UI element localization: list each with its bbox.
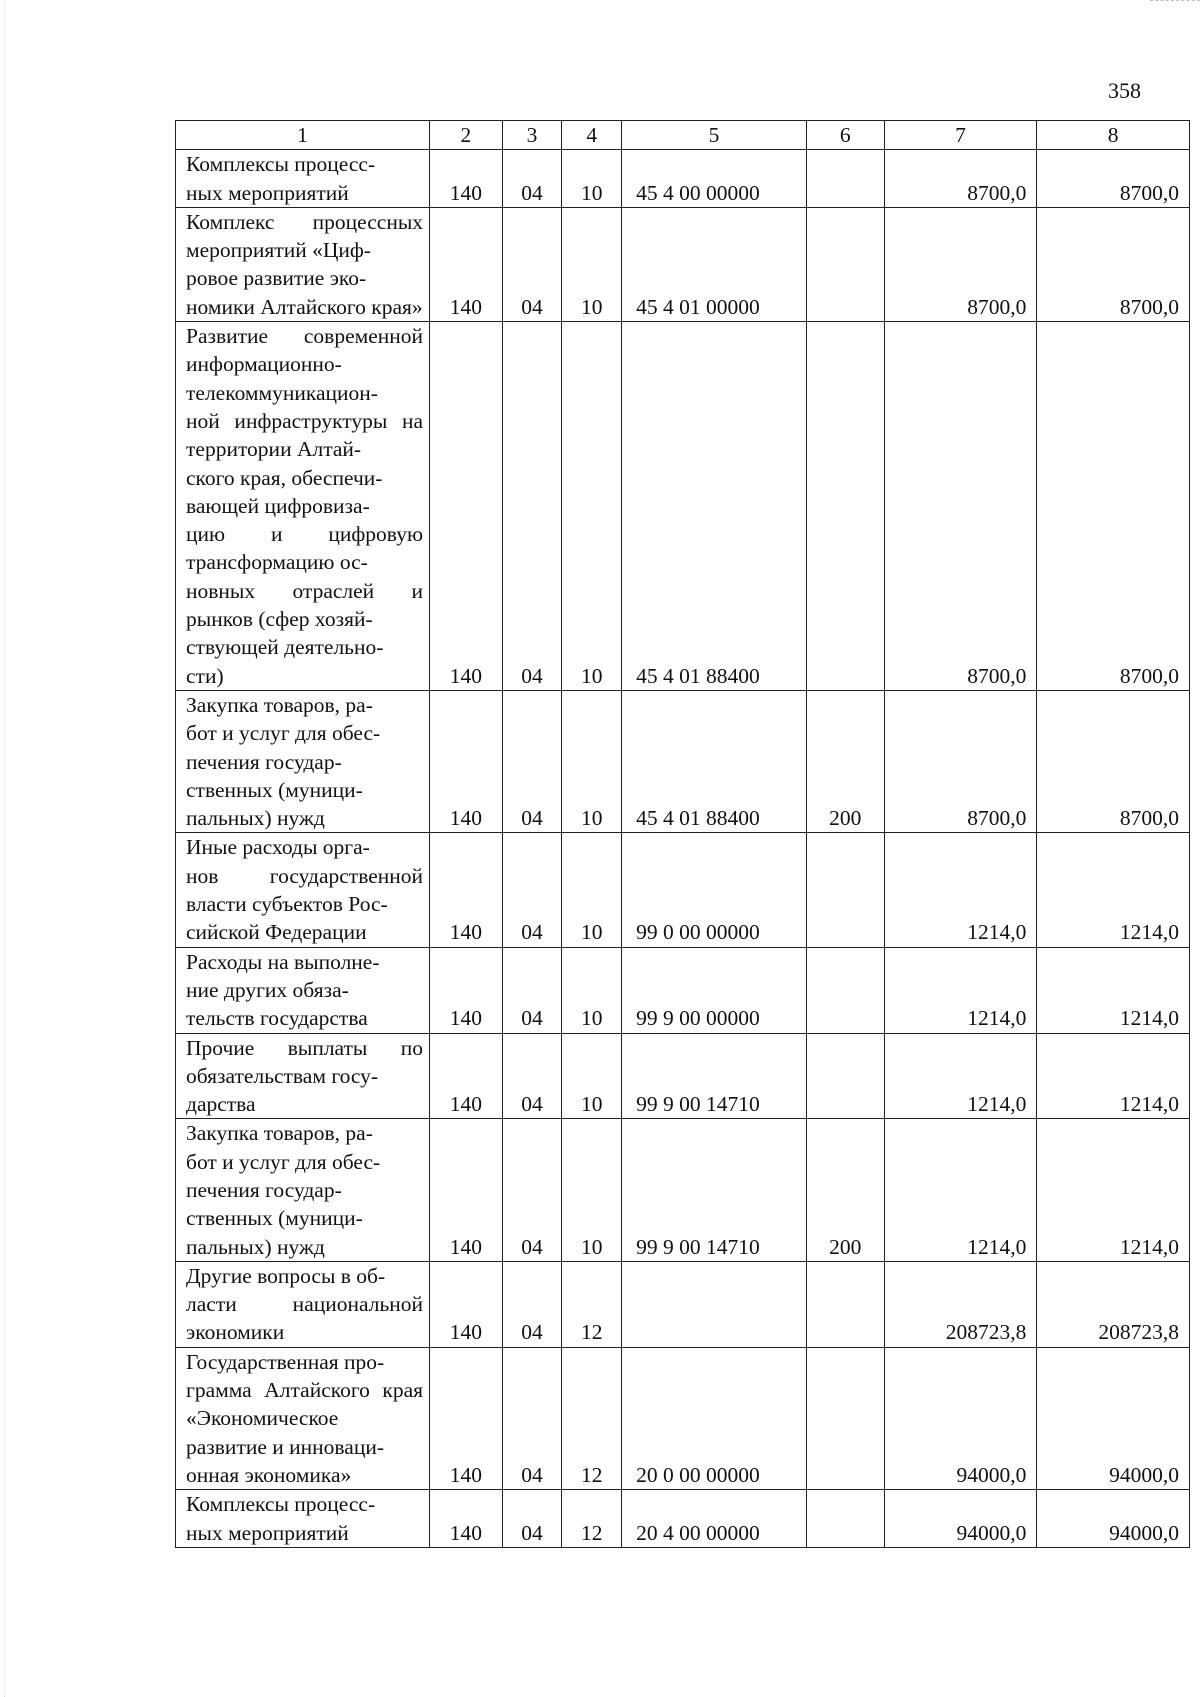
expense-type-cell: 200: [806, 1119, 884, 1261]
column-header: 2: [430, 121, 503, 150]
section-code-cell: 04: [502, 1490, 562, 1548]
amount-year1-cell: 1214,0: [884, 833, 1037, 947]
subsection-code-cell: 12: [562, 1261, 622, 1347]
expense-name-cell: Закупка товаров, ра- бот и услуг для обес- печения государ- ственных (муници- пальных) нужд: [176, 1119, 430, 1261]
section-code-cell: 04: [502, 947, 562, 1033]
table-row: [176, 690, 1190, 832]
target-article-cell: 99 9 00 00000: [622, 947, 807, 1033]
scan-edge-mark: [1150, 0, 1200, 5]
target-article-cell: 99 0 00 00000: [622, 833, 807, 947]
section-code-cell: 04: [502, 150, 562, 208]
subsection-code-cell: 10: [562, 322, 622, 691]
column-header: 1: [176, 121, 430, 150]
expense-name-cell: Комплексы процесс- ных мероприятий: [176, 1490, 430, 1548]
page-number: 358: [1108, 78, 1141, 103]
section-code-cell: 04: [502, 1119, 562, 1261]
subsection-code-cell: 10: [562, 947, 622, 1033]
amount-year2-cell: 8700,0: [1037, 150, 1190, 208]
target-article-cell: [622, 1261, 807, 1347]
expense-name-cell: Комплексы процесс- ных мероприятий: [176, 150, 430, 208]
target-article-cell: 20 0 00 00000: [622, 1347, 807, 1489]
target-article-cell: 99 9 00 14710: [622, 1033, 807, 1119]
amount-year1-cell: 8700,0: [884, 207, 1037, 321]
section-code-cell: 04: [502, 1347, 562, 1489]
ministry-code-cell: 140: [430, 833, 503, 947]
ministry-code-cell: 140: [430, 1347, 503, 1489]
amount-year1-cell: 1214,0: [884, 947, 1037, 1033]
ministry-code-cell: 140: [430, 690, 503, 832]
subsection-code-cell: 12: [562, 1347, 622, 1489]
expense-name-cell: Иные расходы орга- нов государственной власти субъектов Рос- сийской Федерации: [176, 833, 430, 947]
column-header: 5: [622, 121, 807, 150]
amount-year1-cell: 94000,0: [884, 1490, 1037, 1548]
section-code-cell: 04: [502, 690, 562, 832]
expense-name-cell: Закупка товаров, ра- бот и услуг для обес- печения государ- ственных (муници- пальных) нужд: [176, 690, 430, 832]
amount-year1-cell: 8700,0: [884, 150, 1037, 208]
ministry-code-cell: 140: [430, 150, 503, 208]
expense-type-cell: [806, 833, 884, 947]
amount-year2-cell: 8700,0: [1037, 690, 1190, 832]
ministry-code-cell: 140: [430, 1119, 503, 1261]
target-article-cell: 45 4 01 88400: [622, 322, 807, 691]
expense-type-cell: [806, 207, 884, 321]
budget-table: [175, 120, 1190, 1548]
expense-type-cell: [806, 322, 884, 691]
table-row: [176, 1490, 1190, 1548]
amount-year2-cell: 1214,0: [1037, 1119, 1190, 1261]
subsection-code-cell: 10: [562, 690, 622, 832]
amount-year2-cell: 1214,0: [1037, 833, 1190, 947]
subsection-code-cell: 10: [562, 1119, 622, 1261]
column-header: 3: [502, 121, 562, 150]
subsection-code-cell: 10: [562, 207, 622, 321]
subsection-code-cell: 10: [562, 150, 622, 208]
expense-name-cell: Расходы на выполне- ние других обяза- тельств государства: [176, 947, 430, 1033]
amount-year2-cell: 94000,0: [1037, 1347, 1190, 1489]
section-code-cell: 04: [502, 1261, 562, 1347]
subsection-code-cell: 12: [562, 1490, 622, 1548]
amount-year2-cell: 1214,0: [1037, 947, 1190, 1033]
amount-year1-cell: 8700,0: [884, 690, 1037, 832]
budget-table-body: [176, 150, 1190, 1548]
column-header: 6: [806, 121, 884, 150]
column-header: 7: [884, 121, 1037, 150]
ministry-code-cell: 140: [430, 947, 503, 1033]
column-header: 4: [562, 121, 622, 150]
amount-year1-cell: 1214,0: [884, 1119, 1037, 1261]
table-row: [176, 322, 1190, 691]
expense-type-cell: [806, 1490, 884, 1548]
table-row: [176, 833, 1190, 947]
table-row: [176, 947, 1190, 1033]
target-article-cell: 45 4 00 00000: [622, 150, 807, 208]
scan-margin-dots: [4, 0, 7, 1697]
expense-type-cell: [806, 947, 884, 1033]
amount-year2-cell: 1214,0: [1037, 1033, 1190, 1119]
amount-year1-cell: 94000,0: [884, 1347, 1037, 1489]
expense-type-cell: [806, 1033, 884, 1119]
expense-name-cell: Другие вопросы в об- ласти национальной экономики: [176, 1261, 430, 1347]
amount-year2-cell: 208723,8: [1037, 1261, 1190, 1347]
target-article-cell: 45 4 01 88400: [622, 690, 807, 832]
expense-type-cell: [806, 1261, 884, 1347]
ministry-code-cell: 140: [430, 1490, 503, 1548]
subsection-code-cell: 10: [562, 1033, 622, 1119]
section-code-cell: 04: [502, 322, 562, 691]
column-header: 8: [1037, 121, 1190, 150]
section-code-cell: 04: [502, 1033, 562, 1119]
table-row: [176, 207, 1190, 321]
table-row: [176, 1119, 1190, 1261]
target-article-cell: 99 9 00 14710: [622, 1119, 807, 1261]
ministry-code-cell: 140: [430, 322, 503, 691]
table-row: [176, 150, 1190, 208]
ministry-code-cell: 140: [430, 207, 503, 321]
expense-name-cell: Развитие современной информационно- телекоммуникацион- ной инфраструктуры на территории Алтай- ского края, обеспечи- вающей цифровиза- цию и цифровую трансформацию ос- новных отраслей и рынков (сфер хозяй- ствующей деятельно- сти): [176, 322, 430, 691]
section-code-cell: 04: [502, 833, 562, 947]
ministry-code-cell: 140: [430, 1261, 503, 1347]
amount-year2-cell: 94000,0: [1037, 1490, 1190, 1548]
subsection-code-cell: 10: [562, 833, 622, 947]
table-row: [176, 1261, 1190, 1347]
ministry-code-cell: 140: [430, 1033, 503, 1119]
amount-year1-cell: 8700,0: [884, 322, 1037, 691]
amount-year2-cell: 8700,0: [1037, 322, 1190, 691]
amount-year1-cell: 1214,0: [884, 1033, 1037, 1119]
amount-year1-cell: 208723,8: [884, 1261, 1037, 1347]
expense-name-cell: Комплекс процессных мероприятий «Циф- ровое развитие эко- номики Алтайского края»: [176, 207, 430, 321]
expense-type-cell: [806, 150, 884, 208]
amount-year2-cell: 8700,0: [1037, 207, 1190, 321]
table-row: [176, 1347, 1190, 1489]
column-number-row: [176, 121, 1190, 150]
target-article-cell: 20 4 00 00000: [622, 1490, 807, 1548]
expense-name-cell: Прочие выплаты по обязательствам госу- дарства: [176, 1033, 430, 1119]
expense-type-cell: 200: [806, 690, 884, 832]
section-code-cell: 04: [502, 207, 562, 321]
expense-name-cell: Государственная про- грамма Алтайского края «Экономическое развитие и инноваци- онная экономика»: [176, 1347, 430, 1489]
expense-type-cell: [806, 1347, 884, 1489]
target-article-cell: 45 4 01 00000: [622, 207, 807, 321]
table-row: [176, 1033, 1190, 1119]
